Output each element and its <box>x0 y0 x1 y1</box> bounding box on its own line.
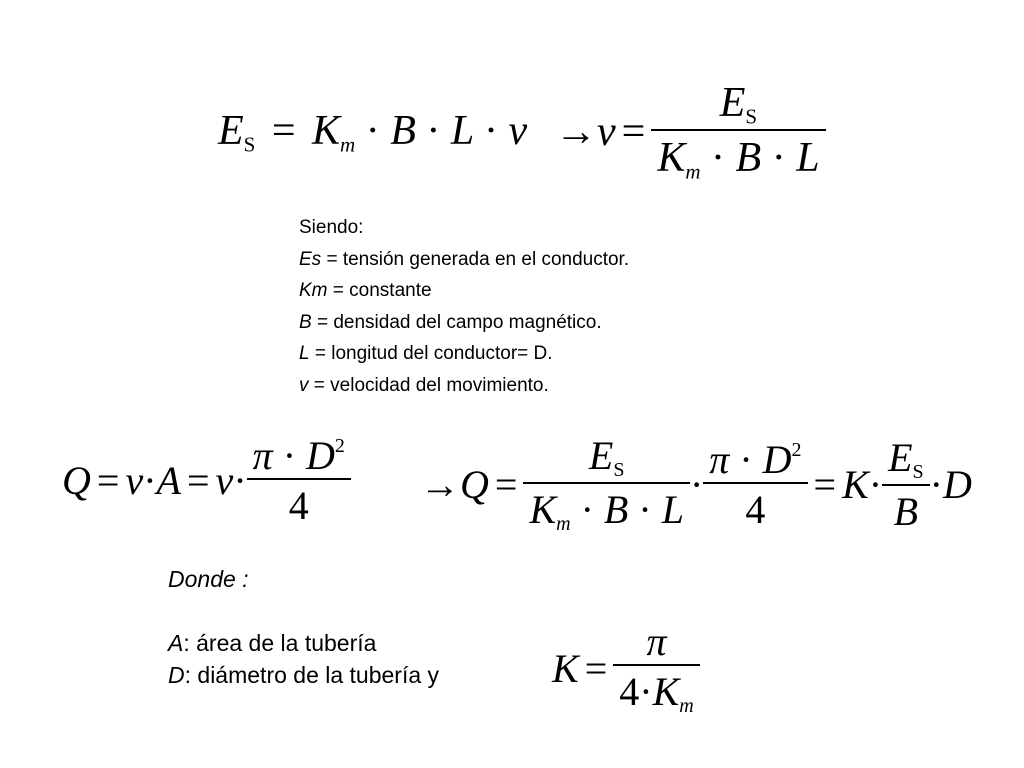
definitions-heading: Siendo: <box>299 217 364 238</box>
definitions-block-2 <box>168 563 439 691</box>
subscript-s: S <box>243 132 256 157</box>
fraction <box>523 433 689 535</box>
dot-operator: · <box>282 433 297 478</box>
numerator: π <box>646 619 667 664</box>
dot-operator: · <box>929 462 943 507</box>
definition-symbol: Km <box>299 280 328 301</box>
numerator <box>703 437 807 482</box>
dot-operator: · <box>711 135 726 182</box>
dot-operator: · <box>739 437 753 482</box>
fraction <box>651 82 825 183</box>
spacer <box>168 595 439 627</box>
symbol-k: K <box>312 108 341 154</box>
equation-emf <box>218 110 527 155</box>
subscript-m: m <box>679 695 694 717</box>
fraction-bar <box>523 482 689 484</box>
fraction-bar <box>651 129 825 131</box>
fraction <box>703 437 807 532</box>
symbol-v: v <box>215 458 234 503</box>
symbol-d: D <box>762 437 792 482</box>
definition-symbol: D <box>168 662 185 688</box>
symbol-v: v <box>125 458 144 503</box>
fraction <box>613 619 699 717</box>
numerator <box>882 435 930 483</box>
symbol-l: L <box>796 135 820 182</box>
fraction-bar <box>247 478 351 480</box>
definition-symbol: L <box>299 343 310 364</box>
symbol-q: Q <box>460 462 489 507</box>
symbol-b: B <box>390 108 416 154</box>
denominator <box>613 669 699 717</box>
symbol-d: D <box>943 462 972 507</box>
definition-item <box>299 244 629 276</box>
definition-item <box>168 627 439 659</box>
denominator: 4 <box>745 487 766 532</box>
dot-operator: · <box>426 108 441 154</box>
subscript-s: S <box>912 461 924 483</box>
symbol-k: K <box>529 487 557 532</box>
definition-item <box>299 338 629 370</box>
dot-operator: · <box>868 462 883 507</box>
dot-operator: · <box>233 458 247 503</box>
dot-operator: · <box>771 135 786 182</box>
numerator <box>247 433 351 478</box>
numerator <box>714 82 763 127</box>
fraction <box>247 433 351 528</box>
equation-k-constant <box>552 619 700 717</box>
dot-operator: · <box>638 487 652 532</box>
numerator <box>583 433 631 481</box>
definition-item <box>299 307 629 339</box>
dot-operator: · <box>689 462 704 507</box>
definition-text: = tensión generada en el conductor. <box>321 248 630 270</box>
symbol-k: K <box>652 669 680 714</box>
equals-sign: = <box>584 646 608 691</box>
arrow-icon: → <box>555 109 597 156</box>
equals-sign: = <box>621 109 646 156</box>
definition-symbol: B <box>299 311 312 333</box>
dot-operator: · <box>639 669 653 714</box>
symbol-a: A <box>156 458 181 503</box>
symbol-e: E <box>218 108 244 154</box>
denominator: 4 <box>288 483 309 528</box>
definition-item <box>299 275 629 307</box>
fraction-bar <box>613 664 699 666</box>
definition-text: = constante <box>327 280 432 301</box>
symbol-v: v <box>508 108 528 154</box>
symbol-pi: π <box>252 433 273 478</box>
fraction <box>882 435 930 534</box>
subscript-s: S <box>745 104 758 129</box>
symbol-e: E <box>588 433 614 478</box>
definition-symbol: A <box>168 630 184 656</box>
symbol-q: Q <box>62 458 91 503</box>
symbol-e: E <box>719 80 746 126</box>
equals-sign: = <box>494 462 518 507</box>
dot-operator: · <box>483 108 498 154</box>
arrow-icon: → <box>420 462 460 507</box>
exponent: 2 <box>791 439 802 461</box>
equals-sign: = <box>186 458 210 503</box>
denominator: B <box>893 489 919 534</box>
symbol-d: D <box>306 433 335 478</box>
definitions-heading <box>168 563 439 595</box>
symbol-k: K <box>842 462 869 507</box>
symbol-b: B <box>735 135 762 182</box>
denominator <box>523 487 689 535</box>
symbol-pi: π <box>709 437 730 482</box>
subscript-m: m <box>556 513 571 535</box>
definition-text: : área de la tubería <box>183 630 377 656</box>
subscript-m: m <box>340 132 356 157</box>
subscript-s: S <box>613 459 625 481</box>
definitions-block <box>299 212 629 401</box>
symbol-e: E <box>888 435 913 480</box>
fraction-bar <box>882 484 930 486</box>
exponent: 2 <box>334 435 345 457</box>
definition-symbol: v <box>299 374 309 396</box>
definition-text: = longitud del conductor= D. <box>309 343 553 364</box>
definition-text: = densidad del campo magnético. <box>311 311 602 333</box>
symbol-b: B <box>603 487 629 532</box>
equals-sign: = <box>96 458 120 503</box>
equation-flow-expanded <box>420 433 972 535</box>
symbol-k: K <box>657 135 686 182</box>
equals-sign: = <box>813 462 837 507</box>
fraction-bar <box>703 482 807 484</box>
dot-operator: · <box>580 487 594 532</box>
dot-operator: · <box>143 458 157 503</box>
digit-four: 4 <box>619 669 640 714</box>
definition-text: : diámetro de la tubería y <box>184 662 440 688</box>
symbol-v: v <box>597 109 616 156</box>
dot-operator: · <box>365 108 380 154</box>
definition-text: = velocidad del movimiento. <box>308 374 549 396</box>
equals-sign: = <box>271 108 296 154</box>
denominator <box>651 137 825 182</box>
definition-symbol: Es <box>299 248 322 270</box>
symbol-l: L <box>450 108 474 154</box>
symbol-l: L <box>661 487 684 532</box>
equation-flow <box>62 433 351 528</box>
equation-velocity <box>555 82 826 183</box>
symbol-k: K <box>552 646 579 691</box>
definition-item <box>299 370 629 402</box>
definition-item <box>168 659 439 691</box>
heading-text: Donde : <box>168 566 249 592</box>
subscript-m: m <box>685 159 701 184</box>
